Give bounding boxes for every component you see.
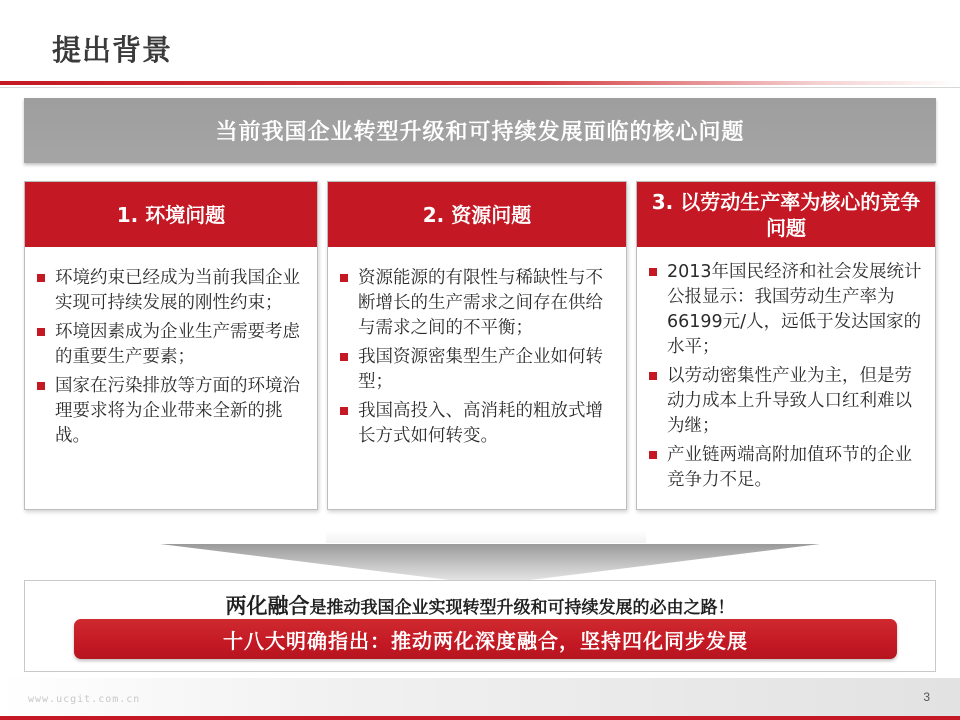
column-heading: 2. 资源问题 [328, 182, 626, 249]
bullet-list [37, 266, 307, 453]
page-number: 3 [923, 690, 930, 704]
bullet-list [340, 266, 616, 453]
square-bullet-icon [649, 451, 657, 459]
list-item [649, 260, 925, 360]
list-item [340, 266, 616, 341]
slide-title: 提出背景 [52, 33, 173, 67]
item-text: 资源能源的有限性与稀缺性与不断增长的生产需求之间存在供给与需求之间的不平衡； [358, 268, 603, 338]
footer-url: www.ucgit.com.cn [28, 694, 141, 705]
item-text: 以劳动密集性产业为主，但是劳动力成本上升导致人口红利难以为继； [667, 366, 912, 436]
list-item [37, 266, 307, 316]
square-bullet-icon [649, 372, 657, 380]
item-text: 产业链两端高附加值环节的企业竞争力不足。 [667, 445, 912, 490]
conclusion-emphasis: 两化融合 [225, 594, 310, 618]
footer-rule [0, 716, 960, 720]
square-bullet-icon [37, 382, 45, 390]
list-item [340, 345, 616, 395]
item-text: 我国高投入、高消耗的粗放式增长方式如何转变。 [358, 401, 603, 446]
title-rule [0, 81, 960, 85]
item-text: 我国资源密集型生产企业如何转型； [358, 347, 603, 392]
square-bullet-icon [340, 274, 348, 282]
policy-banner: 十八大明确指出：推动两化深度融合，坚持四化同步发展 [74, 619, 897, 659]
item-text: 国家在污染排放等方面的环境治理要求将为企业带来全新的挑战。 [55, 376, 300, 446]
square-bullet-icon [340, 353, 348, 361]
resource-column [327, 181, 627, 510]
square-bullet-icon [37, 328, 45, 336]
list-item [340, 399, 616, 449]
list-item [649, 443, 925, 493]
down-arrow-icon [160, 544, 820, 585]
item-text: 环境因素成为企业生产需要考虑的重要生产要素； [55, 322, 300, 367]
arrow-highlight [326, 531, 646, 543]
square-bullet-icon [37, 274, 45, 282]
footer-band [0, 678, 960, 720]
list-item [37, 320, 307, 370]
productivity-column [636, 181, 936, 510]
conclusion-rest: 是推动我国企业实现转型升级和可持续发展的必由之路！ [309, 598, 735, 618]
core-issues-header: 当前我国企业转型升级和可持续发展面临的核心问题 [24, 98, 936, 163]
list-item [37, 374, 307, 449]
conclusion-box [24, 580, 936, 672]
item-text: 环境约束已经成为当前我国企业实现可持续发展的刚性约束； [55, 268, 300, 313]
environment-column [24, 181, 318, 510]
title-rule-secondary [0, 87, 960, 88]
bullet-list [649, 260, 925, 497]
conclusion-text [25, 590, 935, 620]
square-bullet-icon [649, 268, 657, 276]
list-item [649, 364, 925, 439]
column-heading: 1. 环境问题 [25, 182, 317, 249]
item-text: 2013年国民经济和社会发展统计公报显示：我国劳动生产率为66199元/人，远低于发达国家的水平； [667, 262, 922, 357]
column-heading: 3. 以劳动生产率为核心的竞争问题 [637, 182, 935, 249]
square-bullet-icon [340, 407, 348, 415]
